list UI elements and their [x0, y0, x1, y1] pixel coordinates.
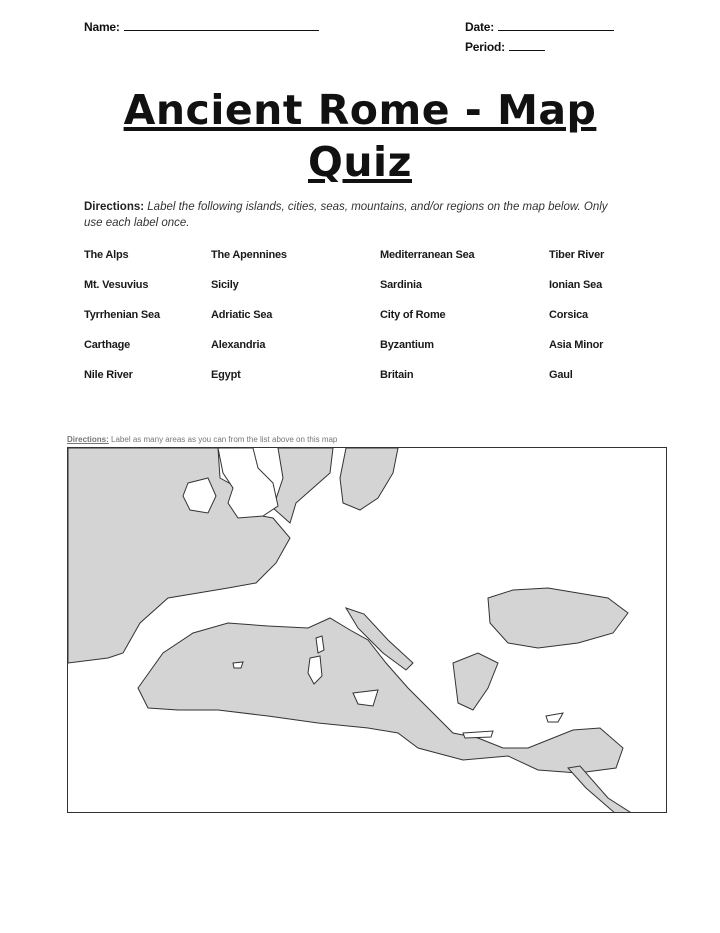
term-item: Nile River	[84, 369, 133, 381]
term-item: Mediterranean Sea	[380, 249, 475, 261]
date-label: Date:	[465, 20, 495, 34]
blank-map[interactable]	[67, 447, 667, 813]
term-item: The Apennines	[211, 249, 287, 261]
term-item: Tyrrhenian Sea	[84, 309, 160, 321]
term-item: The Alps	[84, 249, 129, 261]
term-item: Sardinia	[380, 279, 422, 291]
term-item: Alexandria	[211, 339, 266, 351]
title-line-1: Ancient Rome - Map	[123, 86, 597, 134]
term-item: Adriatic Sea	[211, 309, 273, 321]
map-caption	[67, 435, 337, 444]
date-field	[465, 18, 614, 34]
name-label: Name:	[84, 20, 120, 34]
term-item: Asia Minor	[549, 339, 604, 351]
term-item: Britain	[380, 369, 414, 381]
title-line-2: Quiz	[308, 138, 412, 186]
date-blank[interactable]	[498, 18, 614, 31]
period-field	[465, 38, 545, 54]
map-caption-text: Label as many areas as you can from the list above on this map	[111, 435, 338, 444]
term-item: Byzantium	[380, 339, 434, 351]
term-item: Egypt	[211, 369, 241, 381]
name-blank[interactable]	[124, 18, 319, 31]
term-item: Corsica	[549, 309, 588, 321]
term-item: Gaul	[549, 369, 573, 381]
directions	[84, 199, 620, 231]
directions-text: Label the following islands, cities, seas, mountains, and/or regions on the map below. Only use each label once.	[84, 201, 608, 229]
page-title	[0, 84, 720, 188]
period-label: Period:	[465, 40, 505, 54]
term-item: Tiber River	[549, 249, 605, 261]
term-item: City of Rome	[380, 309, 446, 321]
directions-label: Directions:	[84, 201, 145, 213]
term-item: Mt. Vesuvius	[84, 279, 149, 291]
corsica-island	[316, 636, 324, 653]
mediterranean-outline-map	[68, 448, 667, 813]
name-field	[84, 18, 319, 34]
term-item: Sicily	[211, 279, 239, 291]
map-caption-label: Directions:	[67, 435, 109, 444]
period-blank[interactable]	[509, 38, 545, 51]
term-item: Ionian Sea	[549, 279, 603, 291]
term-item: Carthage	[84, 339, 131, 351]
mallorca-island	[233, 662, 243, 668]
